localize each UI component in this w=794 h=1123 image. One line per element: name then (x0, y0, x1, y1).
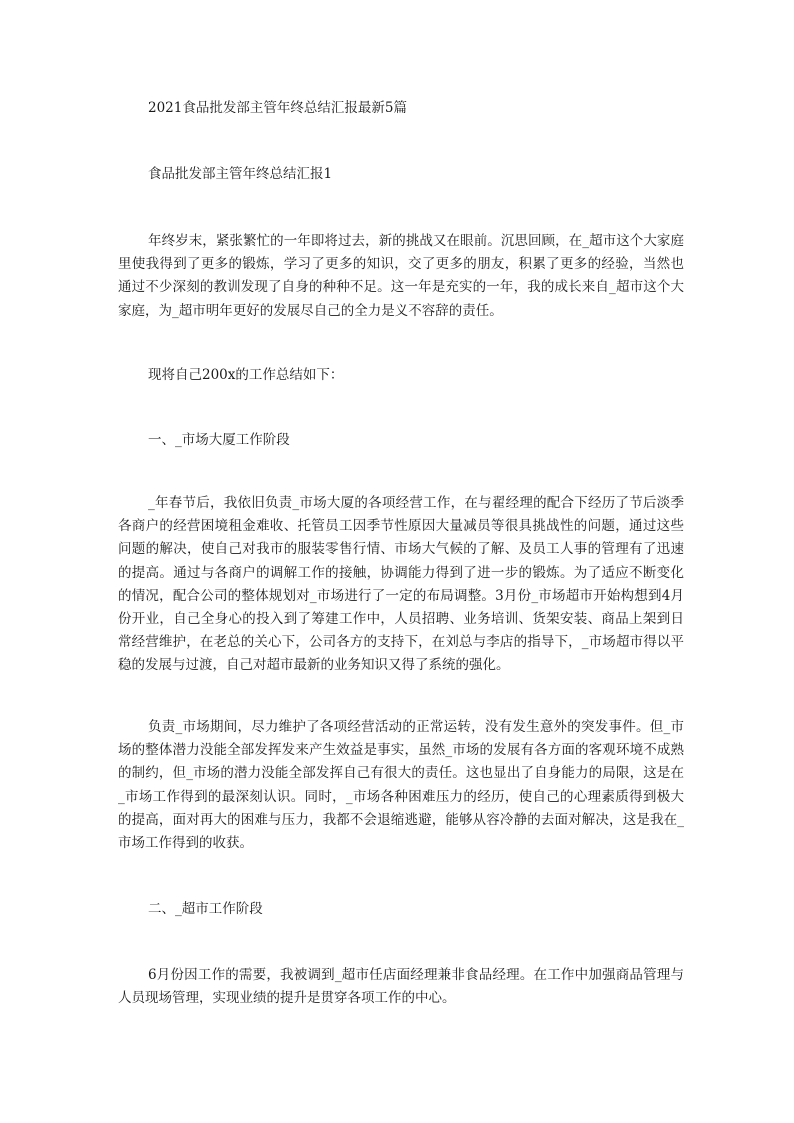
paragraph-supermarket-work: 6月份因工作的需要，我被调到_超市任店面经理兼非食品经理。在工作中加强商品管理与人员现场管理，实现业绩的提升是贯穿各项工作的中心。 (118, 967, 684, 1007)
section-heading-supermarket: 二、_超市工作阶段 (148, 901, 263, 917)
paragraph-market-work: _年春节后，我依旧负责_市场大厦的各项经营工作，在与翟经理的配合下经历了节后淡季各商户的经营困境租金难收、托管员工因季节性原因大量减员等很具挑战性的问题，通过这些问题的解决，使自己对我市的服装零售行情、市场大气候的了解、及员工人事的管理有了迅速的提高。通过与各商户的调解工作的接触，协调能力得到了进一步的锻炼。为了适应不断变化的情况，配合公司的整体规划对_市场进行了一定的布局调整。3月份_市场超市开始构想到4月份开业，自己全身心的投入到了筹建工作中，人员招聘、业务培训、货架安装、商品上架到日常经营维护，在老总的关心下，公司各方的支持下，在刘总与李店的指导下，_市场超市得以平稳的发展与过渡，自己对超市最新的业务知识又得了系统的强化。 (118, 495, 684, 674)
document-title: 2021食品批发部主管年终总结汇报最新5篇 (148, 100, 407, 116)
paragraph-market-responsibility: 负责_市场期间，尽力维护了各项经营活动的正常运转，没有发生意外的突发事件。但_市场的整体潜力没能全部发挥发来产生效益是事实，虽然_市场的发展有各方面的客观环境不成熟的制约，但_市场的潜力没能全部发挥自己有很大的责任。这也显出了自身能力的局限，这是在_市场工作得到的最深刻认识。同时，_市场各种困难压力的经历，使自己的心理素质得到极大的提高，面对再大的困难与压力，我都不会退缩逃避，能够从容冷静的去面对解决，这是我在_市场工作得到的收获。 (118, 719, 684, 852)
section-subtitle: 食品批发部主管年终总结汇报1 (148, 166, 333, 182)
paragraph-intro: 年终岁末，紧张繁忙的一年即将过去，新的挑战又在眼前。沉思回顾，在_超市这个大家庭里使我得到了更多的锻炼，学习了更多的知识，交了更多的朋友，积累了更多的经验，当然也通过不少深刻的教训发现了自身的种种不足。这一年是充实的一年，我的成长来自_超市这个大家庭，为_超市明年更好的发展尽自己的全力是义不容辞的责任。 (118, 233, 684, 319)
section-heading-market: 一、_市场大厦工作阶段 (148, 432, 290, 448)
summary-line: 现将自己200x的工作总结如下： (148, 367, 344, 383)
